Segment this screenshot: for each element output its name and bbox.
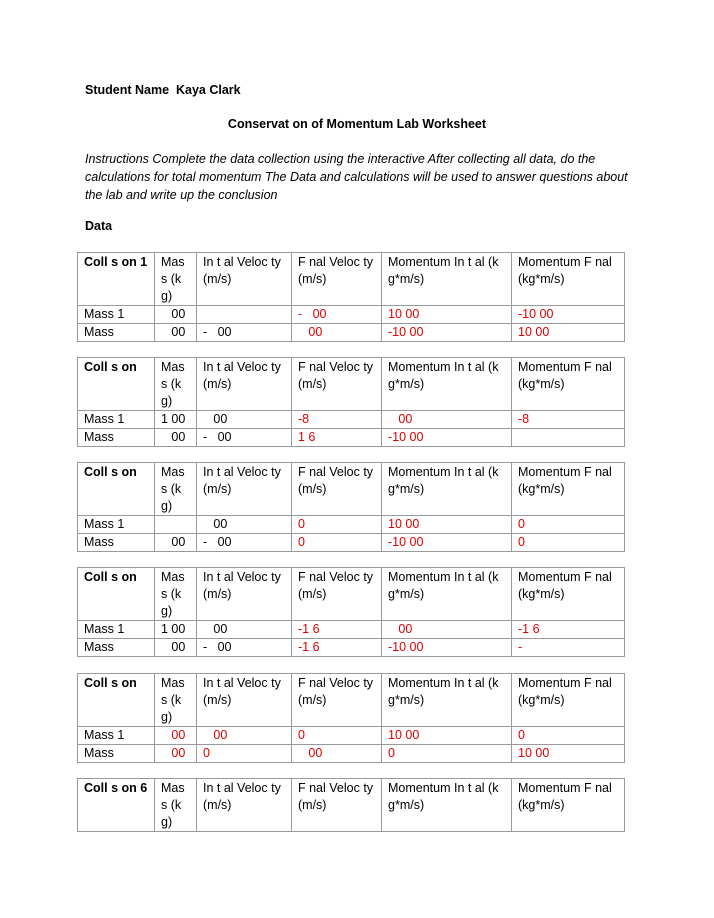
value-cell[interactable]: 10 00 <box>382 727 512 745</box>
header-cell: Momentum In t al (kg*m/s) <box>382 674 512 727</box>
value-cell[interactable]: 10 00 <box>382 306 512 324</box>
header-cell: In t al Veloc ty (m/s) <box>197 358 292 411</box>
value-cell[interactable]: -10 00 <box>382 534 512 552</box>
row-label: Mass <box>78 324 155 342</box>
value-cell[interactable]: 1 00 <box>155 411 197 429</box>
header-cell: In t al Veloc ty (m/s) <box>197 779 292 832</box>
header-cell: Momentum F nal (kg*m/s) <box>512 779 625 832</box>
header-cell: In t al Veloc ty (m/s) <box>197 568 292 621</box>
header-cell: Mass (kg) <box>155 253 197 306</box>
collision-table-5 <box>77 673 625 763</box>
value-cell[interactable]: - 00 <box>197 324 292 342</box>
header-cell: In t al Veloc ty (m/s) <box>197 253 292 306</box>
value-cell[interactable]: 00 <box>155 429 197 447</box>
header-cell: Momentum F nal (kg*m/s) <box>512 253 625 306</box>
header-cell: F nal Veloc ty (m/s) <box>292 568 382 621</box>
header-cell: Mass (kg) <box>155 463 197 516</box>
value-cell[interactable]: 00 <box>155 324 197 342</box>
row-label: Mass <box>78 429 155 447</box>
student-name-line: Student Name Kaya Clark <box>85 83 241 97</box>
collision-table-4 <box>77 567 625 657</box>
value-cell[interactable] <box>197 306 292 324</box>
header-cell: Coll s on <box>78 463 155 516</box>
value-cell[interactable]: 0 <box>512 727 625 745</box>
header-cell: Mass (kg) <box>155 568 197 621</box>
table-row <box>78 621 625 639</box>
header-cell: In t al Veloc ty (m/s) <box>197 674 292 727</box>
header-cell: Mass (kg) <box>155 674 197 727</box>
value-cell[interactable]: 00 <box>197 411 292 429</box>
value-cell[interactable]: 1 6 <box>292 429 382 447</box>
value-cell[interactable]: 0 <box>292 534 382 552</box>
table-row <box>78 745 625 763</box>
value-cell[interactable]: 00 <box>155 534 197 552</box>
header-cell: Coll s on <box>78 674 155 727</box>
value-cell[interactable]: 00 <box>155 306 197 324</box>
header-cell: Momentum In t al (kg*m/s) <box>382 779 512 832</box>
value-cell[interactable]: 00 <box>155 727 197 745</box>
collision-table-2 <box>77 357 625 447</box>
header-cell: Momentum In t al (kg*m/s) <box>382 568 512 621</box>
header-cell: Momentum F nal (kg*m/s) <box>512 463 625 516</box>
value-cell[interactable]: 0 <box>512 516 625 534</box>
header-cell: Momentum In t al (kg*m/s) <box>382 463 512 516</box>
row-label: Mass 1 <box>78 516 155 534</box>
row-label: Mass <box>78 639 155 657</box>
table-row <box>78 534 625 552</box>
table-row <box>78 411 625 429</box>
header-cell: In t al Veloc ty (m/s) <box>197 463 292 516</box>
row-label: Mass 1 <box>78 727 155 745</box>
header-cell: Coll s on 1 <box>78 253 155 306</box>
row-label: Mass 1 <box>78 306 155 324</box>
header-cell: F nal Veloc ty (m/s) <box>292 674 382 727</box>
value-cell[interactable]: 0 <box>292 516 382 534</box>
header-cell: F nal Veloc ty (m/s) <box>292 253 382 306</box>
value-cell[interactable]: 00 <box>197 727 292 745</box>
value-cell[interactable]: -1 6 <box>292 621 382 639</box>
value-cell[interactable]: 00 <box>382 411 512 429</box>
value-cell[interactable]: -8 <box>512 411 625 429</box>
header-cell: Mass (kg) <box>155 358 197 411</box>
value-cell[interactable]: -10 00 <box>512 306 625 324</box>
value-cell[interactable]: 00 <box>292 324 382 342</box>
row-label: Mass 1 <box>78 411 155 429</box>
value-cell[interactable]: -1 6 <box>512 621 625 639</box>
value-cell[interactable]: - 00 <box>197 534 292 552</box>
table-row <box>78 516 625 534</box>
table-row <box>78 727 625 745</box>
header-cell: Coll s on 6 <box>78 779 155 832</box>
header-cell: Momentum In t al (kg*m/s) <box>382 358 512 411</box>
header-cell: F nal Veloc ty (m/s) <box>292 463 382 516</box>
table-row <box>78 306 625 324</box>
value-cell[interactable]: 0 <box>512 534 625 552</box>
row-label: Mass <box>78 534 155 552</box>
value-cell[interactable]: - 00 <box>197 429 292 447</box>
header-cell: Momentum F nal (kg*m/s) <box>512 674 625 727</box>
value-cell[interactable] <box>512 429 625 447</box>
value-cell[interactable]: -10 00 <box>382 429 512 447</box>
header-cell: Coll s on <box>78 358 155 411</box>
header-cell: F nal Veloc ty (m/s) <box>292 358 382 411</box>
value-cell[interactable]: 10 00 <box>512 324 625 342</box>
table-row <box>78 324 625 342</box>
value-cell[interactable] <box>155 516 197 534</box>
header-cell: Mass (kg) <box>155 779 197 832</box>
value-cell[interactable]: - <box>512 639 625 657</box>
value-cell[interactable]: 0 <box>197 745 292 763</box>
header-cell: Coll s on <box>78 568 155 621</box>
table-row <box>78 429 625 447</box>
data-heading: Data <box>85 219 113 233</box>
value-cell[interactable]: 00 <box>382 621 512 639</box>
value-cell[interactable]: -1 6 <box>292 639 382 657</box>
value-cell[interactable]: -10 00 <box>382 639 512 657</box>
value-cell[interactable]: 10 00 <box>382 516 512 534</box>
collision-table-3 <box>77 462 625 552</box>
value-cell[interactable]: 0 <box>292 727 382 745</box>
value-cell[interactable]: 00 <box>197 621 292 639</box>
value-cell[interactable]: -10 00 <box>382 324 512 342</box>
value-cell[interactable]: 00 <box>292 745 382 763</box>
instructions-text: Instructions Complete the data collection using the interactive After collecting all data, do the calculations for total momentum The Data and calculations will be used to answer questions about the lab and write up the conclusion <box>85 152 628 202</box>
collision-table-6 <box>77 778 625 832</box>
worksheet-title: Conservat on of Momentum Lab Worksheet <box>227 117 487 131</box>
value-cell[interactable]: 00 <box>155 639 197 657</box>
value-cell[interactable]: 00 <box>197 516 292 534</box>
header-cell: Momentum F nal (kg*m/s) <box>512 358 625 411</box>
row-label: Mass 1 <box>78 621 155 639</box>
value-cell[interactable]: 10 00 <box>512 745 625 763</box>
header-cell: Momentum F nal (kg*m/s) <box>512 568 625 621</box>
value-cell[interactable]: - 00 <box>197 639 292 657</box>
value-cell[interactable]: 1 00 <box>155 621 197 639</box>
value-cell[interactable]: 0 <box>382 745 512 763</box>
value-cell[interactable]: - 00 <box>292 306 382 324</box>
value-cell[interactable]: -8 <box>292 411 382 429</box>
value-cell[interactable]: 00 <box>155 745 197 763</box>
collision-table-1 <box>77 252 625 342</box>
header-cell: Momentum In t al (kg*m/s) <box>382 253 512 306</box>
table-row <box>78 639 625 657</box>
header-cell: F nal Veloc ty (m/s) <box>292 779 382 832</box>
row-label: Mass <box>78 745 155 763</box>
